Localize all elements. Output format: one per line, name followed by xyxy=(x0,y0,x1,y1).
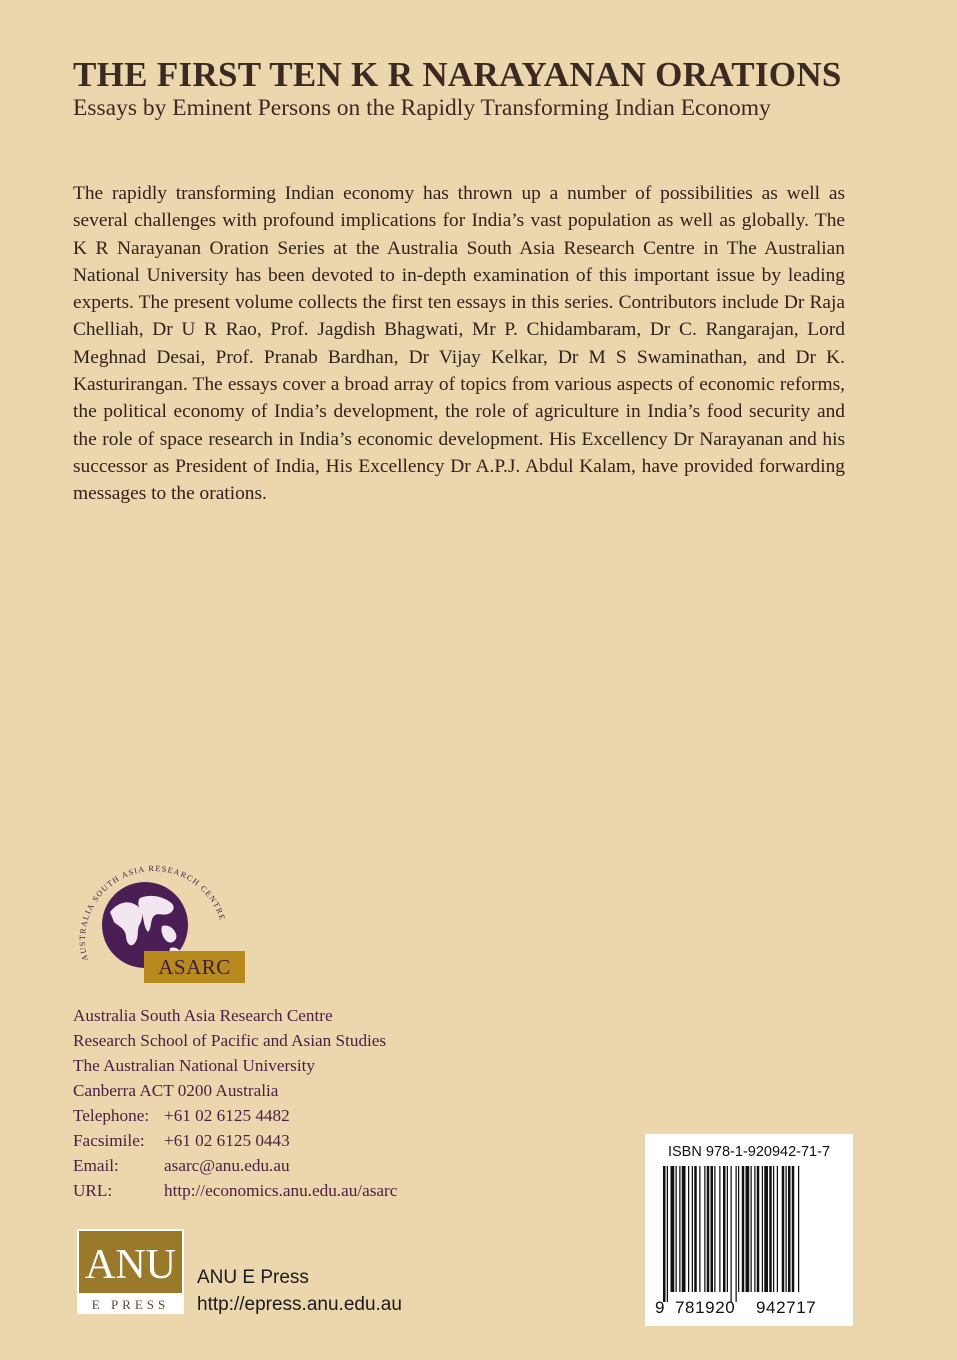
address-line: Canberra ACT 0200 Australia xyxy=(73,1081,279,1100)
address-block xyxy=(73,1003,397,1203)
barcode-bar xyxy=(738,1166,739,1292)
barcode-bar xyxy=(777,1166,778,1292)
url-row xyxy=(73,1178,397,1203)
barcode-digit-first: 9 xyxy=(655,1298,665,1317)
url-label: URL: xyxy=(73,1181,113,1200)
address-line: Australia South Asia Research Centre xyxy=(73,1006,333,1025)
barcode-bar xyxy=(663,1166,666,1302)
barcode-bar xyxy=(786,1166,787,1292)
barcode-digits-left: 781920 xyxy=(675,1298,736,1317)
email-row xyxy=(73,1153,397,1178)
barcode-bar xyxy=(711,1166,714,1292)
facsimile-row xyxy=(73,1128,397,1153)
barcode-bar xyxy=(714,1166,715,1292)
barcode-panel xyxy=(645,1134,853,1326)
email-label: Email: xyxy=(73,1156,119,1175)
asarc-ring-text: AUSTRALIA SOUTH ASIA RESEARCH CENTRE xyxy=(77,863,228,962)
address-line: The Australian National University xyxy=(73,1056,316,1075)
barcode-bar xyxy=(719,1166,720,1292)
anu-logo-subtext: E PRESS xyxy=(91,1297,170,1312)
barcode-icon xyxy=(653,1166,845,1306)
barcode-bar xyxy=(667,1166,668,1302)
barcode-bar xyxy=(773,1166,774,1292)
url-value[interactable]: http://economics.anu.edu.au/asarc xyxy=(164,1181,398,1200)
barcode-bar xyxy=(676,1166,677,1292)
publisher-url[interactable]: http://epress.anu.edu.au xyxy=(197,1294,402,1315)
barcode-bar xyxy=(682,1166,686,1292)
barcode-bar xyxy=(782,1166,785,1292)
barcode-bar xyxy=(798,1166,799,1292)
publisher-name: ANU E Press xyxy=(197,1267,309,1288)
barcode-bar xyxy=(731,1166,732,1302)
book-subtitle: Essays by Eminent Persons on the Rapidly Transforming Indian Economy xyxy=(73,95,771,121)
book-title: THE FIRST TEN K R NARAYANAN ORATIONS xyxy=(73,55,842,94)
facsimile-label: Facsimile: xyxy=(73,1131,145,1150)
barcode-bar xyxy=(742,1166,745,1292)
asarc-logo xyxy=(70,850,250,985)
isbn-label: ISBN 978-1-920942-71-7 xyxy=(667,1144,831,1160)
barcode-bar xyxy=(704,1166,705,1292)
barcode-bar xyxy=(764,1166,768,1292)
barcode-bar xyxy=(746,1166,750,1292)
blurb-text: The rapidly transforming Indian economy has thrown up a number of possibilities as well as several challenges with profound implications for India’s vast population as well as globally. The K R Narayanan Oration Series at the Australia South Asia Research Centre in The Australian National University has been devoted to in-depth examination of this important issue by leading experts. The present volume collects the first ten essays in this series. Contributors include Dr Raja Chelliah, Dr U R Rao, Prof. Jagdish Bhagwati, Mr P. Chidambaram, Dr C. Rangarajan, Lord Meghnad Desai, Prof. Pranab Bardhan, Dr Vijay Kelkar, Dr M S Swaminathan, and Dr K. Kasturirangan. The essays cover a broad array of topics from various aspects of economic reforms, the political economy of India’s development, the role of agriculture in India’s food security and the role of space research in India’s economic development. His Excellency Dr Narayanan and his successor as President of India, His Excellency Dr A.P.J. Abdul Kalam, have provided forwarding messages to the orations. xyxy=(73,183,845,505)
barcode-bar xyxy=(736,1166,737,1302)
barcode-bar xyxy=(762,1166,763,1292)
barcode-bar xyxy=(754,1166,755,1292)
telephone-row xyxy=(73,1103,397,1128)
barcode-bar xyxy=(727,1166,728,1292)
barcode-bar xyxy=(757,1166,760,1292)
telephone-value: +61 02 6125 4482 xyxy=(164,1106,290,1125)
barcode-bar xyxy=(769,1166,772,1292)
barcode-bar xyxy=(707,1166,710,1292)
barcode-bar xyxy=(792,1166,795,1292)
barcode-bar xyxy=(671,1166,675,1292)
anu-logo-text: ANU xyxy=(85,1242,176,1288)
barcode-bar xyxy=(699,1166,700,1292)
barcode-bar xyxy=(688,1166,689,1292)
email-value[interactable]: asarc@anu.edu.au xyxy=(164,1156,290,1175)
asarc-label: ASARC xyxy=(158,955,231,979)
barcode-bar xyxy=(694,1166,697,1292)
anu-epress-logo xyxy=(77,1229,184,1314)
telephone-label: Telephone: xyxy=(73,1106,150,1125)
barcode-bar xyxy=(788,1166,791,1292)
barcode-bar xyxy=(723,1166,726,1292)
barcode-bar xyxy=(751,1166,752,1292)
barcode-bar xyxy=(692,1166,693,1292)
barcode-bar xyxy=(679,1166,680,1292)
barcode-digits-right: 942717 xyxy=(756,1298,817,1317)
facsimile-value: +61 02 6125 0443 xyxy=(164,1131,290,1150)
address-line: Research School of Pacific and Asian Studies xyxy=(73,1031,387,1050)
